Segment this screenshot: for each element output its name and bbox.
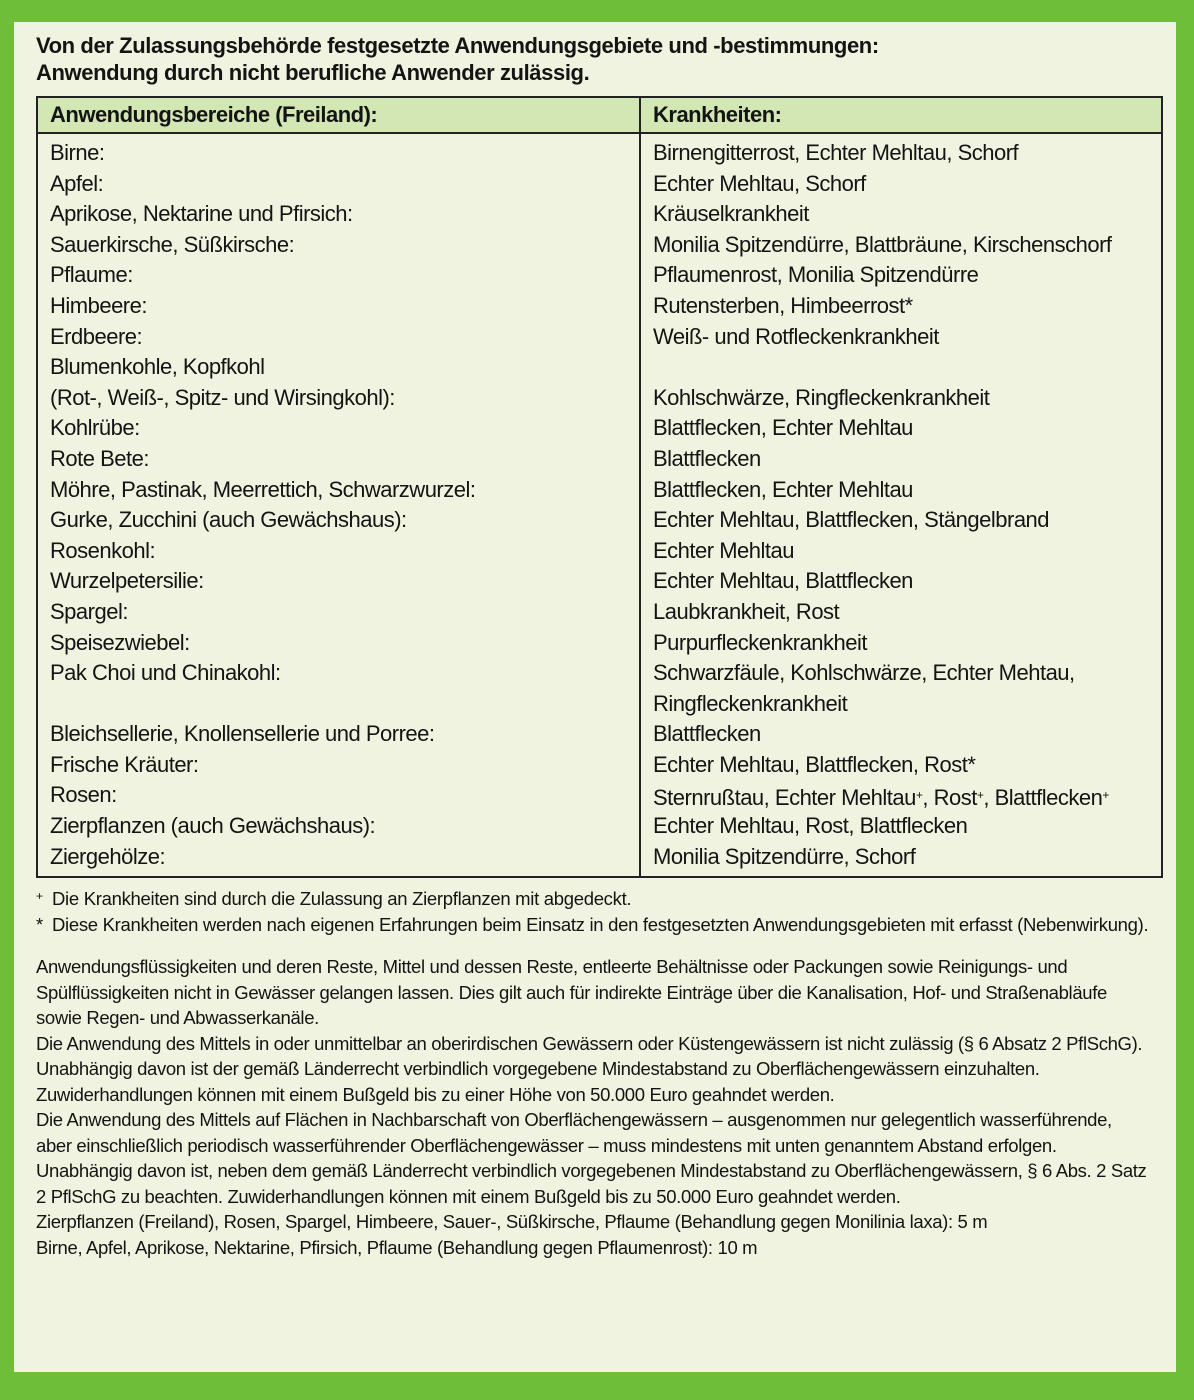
crop-row: Birne: (50, 140, 105, 165)
disease-row: Birnengitterrost, Echter Mehltau, Schorf (653, 140, 1019, 165)
disease-row: Echter Mehltau (653, 537, 794, 563)
crops-cell (37, 133, 640, 877)
disease-row: Echter Mehltau, Schorf (653, 170, 866, 196)
rosen-disease-part-2: , Rost (922, 785, 977, 811)
footnote-plus-mark: + (36, 889, 43, 904)
footnote-plus (36, 886, 1152, 912)
crop-row: Zierpflanzen (auch Gewächshaus): (50, 813, 376, 839)
crop-row: Rosenkohl: (50, 537, 156, 563)
crop-row: Wurzelpetersilie: (50, 568, 204, 594)
disease-row: Kohlschwärze, Ringfleckenkrankheit (653, 384, 990, 410)
disease-row: Weiß- und Rotfleckenkrankheit (653, 323, 939, 349)
disease-row: Purpurfleckenkrankheit (653, 629, 868, 655)
plus-marker: + (915, 788, 923, 803)
crop-row: Aprikose, Nektarine und Pfirsich: (50, 201, 353, 227)
crop-row: Speisezwiebel: (50, 629, 190, 655)
crop-row: Rote Bete: (50, 445, 149, 471)
crop-row: Gurke, Zucchini (auch Gewächshaus): (50, 507, 407, 533)
disease-row: Echter Mehltau, Blattflecken, Rost* (653, 751, 976, 777)
disease-row: Monilia Spitzendürre, Schorf (653, 843, 916, 869)
label-panel (14, 22, 1176, 1372)
usage-instructions (36, 954, 1152, 1260)
disease-row: Monilia Spitzendürre, Blattbräune, Kirschenschorf (653, 231, 1112, 257)
footnote-star (36, 912, 1152, 938)
crop-row: Apfel: (50, 170, 104, 196)
crop-row: Kohlrübe: (50, 415, 140, 441)
diseases-cell (640, 133, 1162, 877)
crop-row: Frische Kräuter: (50, 751, 199, 777)
crop-row: Ziergehölze: (50, 843, 166, 869)
paragraph-neighbouring-areas: Die Anwendung des Mittels auf Flächen in Nachbarschaft von Oberflächengewässern – ausgenommen nur gelegentlich wasserführende, aber einschließlich periodisch wasserführender Oberflächengewässer – muss mindestens mit unten genanntem Abstand erfolgen. Unabhängig davon ist, neben dem gemäß Länderrecht verbindlich vorgegebenen Mindestabstand zu Oberflächengewässern, § 6 Abs. 2 Satz 2 PflSchG zu beachten. Zuwiderhandlungen können mit einem Bußgeld bis zu 50.000 Euro geahndet werden. (36, 1109, 1147, 1207)
crop-row: Erdbeere: (50, 323, 143, 349)
plus-marker: + (976, 788, 984, 803)
crop-row (50, 689, 629, 720)
disease-row: Kräuselkrankheit (653, 201, 809, 227)
disease-row: Blattflecken (653, 721, 761, 747)
application-table (36, 96, 1163, 878)
footnote-star-mark: * (36, 914, 43, 936)
disease-row: Blattflecken, Echter Mehltau (653, 415, 913, 441)
footnotes (36, 886, 1152, 938)
crops-column-header: Anwendungsbereiche (Freiland): (37, 97, 640, 133)
diseases-column-header: Krankheiten: (640, 97, 1162, 133)
rosen-disease-part-1: Sternrußtau, Echter Mehltau (653, 785, 916, 811)
disease-row: Echter Mehltau, Blattflecken, Stängelbrand (653, 507, 1050, 533)
heading-line-2: Anwendung durch nicht berufliche Anwender zulässig. (36, 60, 590, 85)
heading-line-1: Von der Zulassungsbehörde festgesetzte Anwendungsgebiete und -bestimmungen: (36, 33, 879, 58)
distance-10m: Birne, Apfel, Aprikose, Nektarine, Pfirsich, Pflaume (Behandlung gegen Pflaumenrost): 10 m (36, 1236, 758, 1258)
paragraph-water-contamination: Anwendungsflüssigkeiten und deren Reste, Mittel und dessen Reste, entleerte Behältnisse oder Packungen sowie Reinigungs- und Spülflüssigkeiten nicht in Gewässer gelangen lassen. Dies gilt auch für indirekte Einträge über die Kanalisation, Hof- und Straßenabläufe sowie Regen- und Abwasserkanäle. (36, 956, 1107, 1029)
crop-row: Pflaume: (50, 262, 133, 288)
plus-marker: + (1102, 788, 1109, 803)
disease-row: Blattflecken (653, 445, 761, 471)
disease-row-rosen (653, 780, 1151, 811)
disease-row: Pflaumenrost, Monilia Spitzendürre (653, 262, 979, 288)
disease-row: Laubkrankheit, Rost (653, 598, 840, 624)
disease-row: Ringfleckenkrankheit (653, 690, 848, 716)
footnote-plus-text: Die Krankheiten sind durch die Zulassung an Zierpflanzen mit abgedeckt. (52, 888, 632, 910)
section-heading (36, 32, 1152, 86)
crop-row: (Rot-, Weiß-, Spitz- und Wirsingkohl): (50, 384, 395, 410)
rosen-disease-part-3: , Blattflecken (983, 785, 1103, 811)
crop-row: Spargel: (50, 598, 128, 624)
crop-row: Blumenkohle, Kopfkohl (50, 354, 265, 380)
disease-row: Echter Mehltau, Blattflecken (653, 568, 913, 594)
crop-row: Pak Choi und Chinakohl: (50, 660, 281, 686)
disease-row: Rutensterben, Himbeerrost* (653, 292, 913, 318)
crop-row: Bleichsellerie, Knollensellerie und Porree: (50, 721, 435, 747)
disease-row: Blattflecken, Echter Mehltau (653, 476, 913, 502)
disease-row (653, 352, 1151, 383)
paragraph-water-application: Die Anwendung des Mittels in oder unmittelbar an oberirdischen Gewässern oder Küstengewässern ist nicht zulässig (§ 6 Absatz 2 PflSchG). Unabhängig davon ist der gemäß Länderrecht verbindlich vorgegebene Mindestabstand zu Oberflächengewässern einzuhalten. Zuwiderhandlungen können mit einem Bußgeld bis zu einer Höhe von 50.000 Euro geahndet werden. (36, 1032, 1143, 1105)
distance-5m: Zierpflanzen (Freiland), Rosen, Spargel, Himbeere, Sauer-, Süßkirsche, Pflaume (Behandlung gegen Monilinia laxa): 5 m (36, 1211, 988, 1233)
footnote-star-text: Diese Krankheiten werden nach eigenen Erfahrungen beim Einsatz in den festgesetzten Anwendungsgebieten mit erfasst (Nebenwirkung). (52, 914, 1149, 936)
crop-row: Möhre, Pastinak, Meerrettich, Schwarzwurzel: (50, 476, 476, 502)
disease-row: Schwarzfäule, Kohlschwärze, Echter Mehtau, (653, 660, 1075, 686)
disease-row: Echter Mehltau, Rost, Blattflecken (653, 813, 968, 839)
crop-row: Sauerkirsche, Süßkirsche: (50, 231, 295, 257)
crop-row: Rosen: (50, 782, 117, 808)
crop-row: Himbeere: (50, 292, 147, 318)
